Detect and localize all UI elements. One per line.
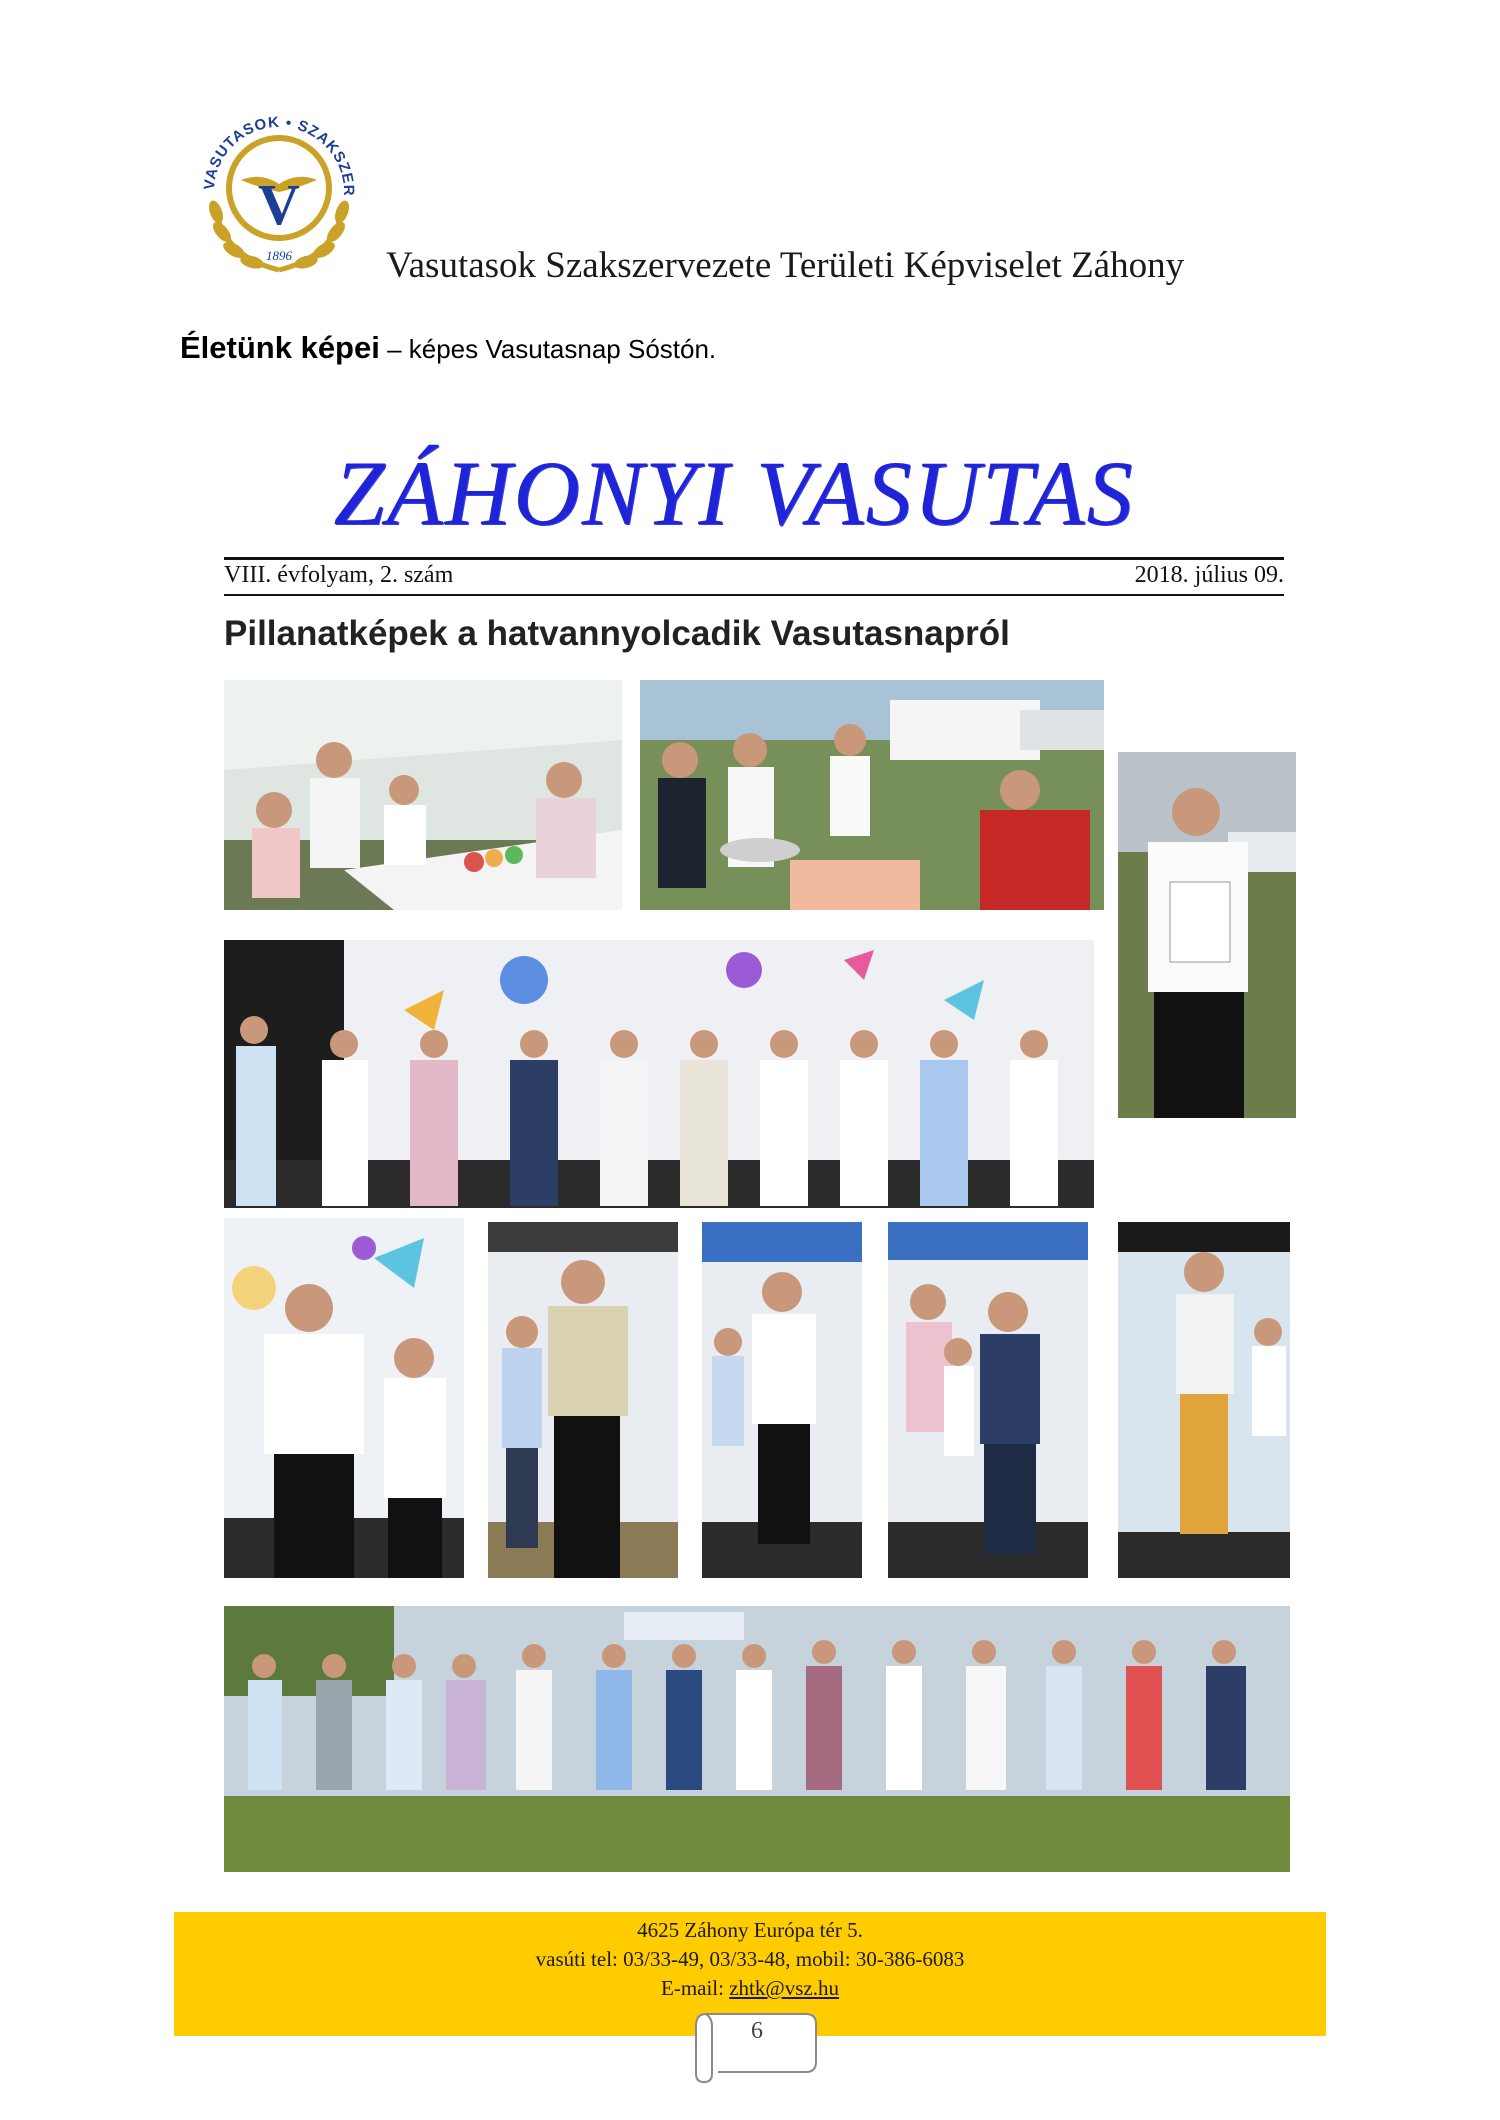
intro-bold: Életünk képei <box>180 330 380 365</box>
photo-buffet-tent <box>224 680 622 910</box>
newsletter-masthead: ZÁHONYI VASUTAS <box>333 442 1135 544</box>
photo-speaker-5 <box>1118 1222 1290 1578</box>
photo-speaker-2 <box>488 1222 678 1578</box>
photo-crowd <box>224 1606 1290 1872</box>
logo-year: 1896 <box>266 248 292 263</box>
footer-email-link[interactable]: zhtk@vsz.hu <box>729 1976 839 2000</box>
logo-letter: V <box>258 172 300 237</box>
photo-speaker-1 <box>224 1218 464 1578</box>
footer-address: 4625 Záhony Európa tér 5. <box>637 1918 863 1942</box>
footer-phone: vasúti tel: 03/33-49, 03/33-48, mobil: 30-386-6083 <box>535 1947 965 1971</box>
intro-rest: – képes Vasutasnap Sóstón. <box>379 334 717 364</box>
masthead-rule <box>224 557 1284 560</box>
organization-name: Vasutasok Szakszervezete Területi Képviselet Záhony <box>386 245 1185 286</box>
logo-ring-text: VASUTASOK • SZAKSZER <box>200 113 358 197</box>
article-title: Pillanatképek a hatvannyolcadik Vasutasnapról <box>224 614 1010 653</box>
photo-food-serving <box>640 680 1104 910</box>
photo-speaker-4 <box>888 1222 1088 1578</box>
photo-man-with-certificate <box>1118 752 1296 1118</box>
union-logo <box>186 92 372 278</box>
photo-stage-group <box>224 940 1094 1208</box>
footer-email-label: E-mail: <box>661 1976 730 2000</box>
page-number: 6 <box>751 2018 763 2044</box>
issue-date: 2018. július 09. <box>1134 562 1284 588</box>
issue-rule <box>224 594 1284 596</box>
photo-speaker-3 <box>702 1222 862 1578</box>
intro-line <box>180 330 716 366</box>
footer-email-line <box>174 1974 1326 2003</box>
issue-number: VIII. évfolyam, 2. szám <box>224 562 454 588</box>
